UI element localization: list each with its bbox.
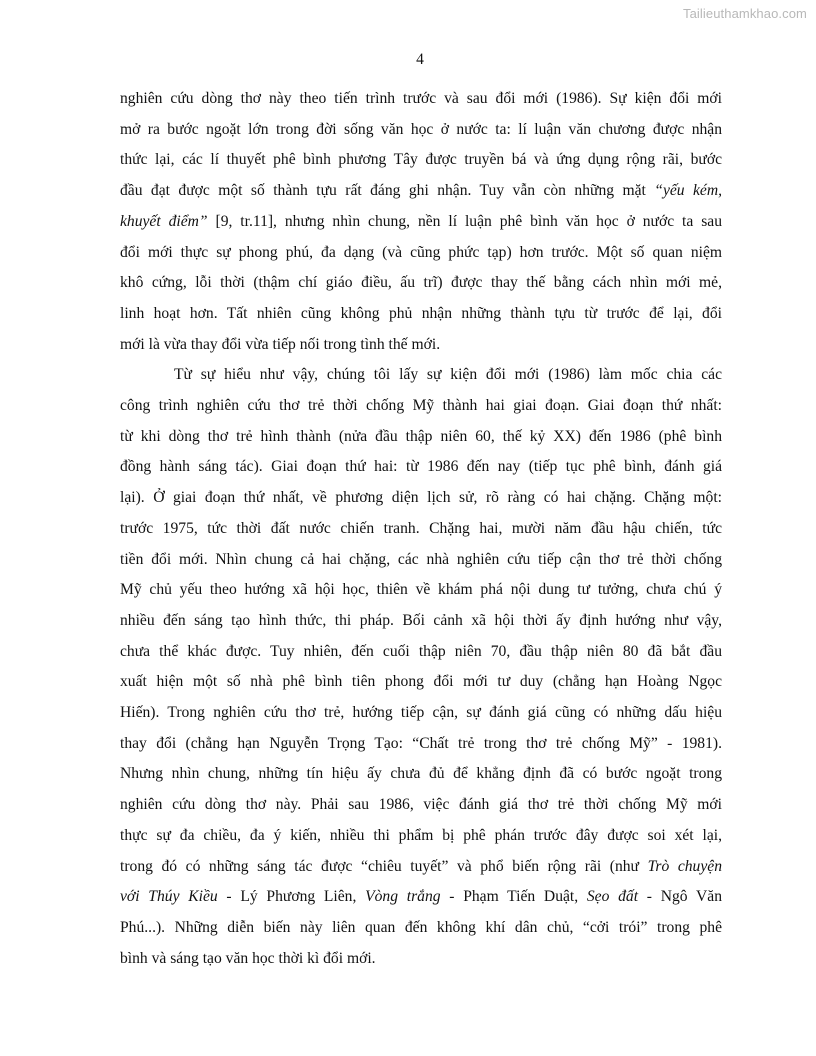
text-line (120, 821, 722, 852)
text-run: đổi mới thực sự phong phú, đa dạng (và cũng phức tạp) hơn trước. Một số quan niệm (120, 243, 722, 261)
text-line (120, 176, 722, 207)
text-run: đầu đạt được một số thành tựu rất đáng ghi nhận. Tuy vẫn còn những mặt (120, 182, 655, 200)
text-run: từ khi dòng thơ trẻ hình thành (nửa đầu thập niên 60, thế kỷ XX) đến 1986 (phê bình (120, 427, 722, 445)
text-run: thức lại, các lí thuyết phê bình phương Tây được truyền bá và ứng dụng rộng rãi, bước (120, 151, 722, 169)
text-line (120, 268, 722, 299)
page-number: 4 (416, 51, 424, 68)
text-run: tiền đổi mới. Nhìn chung cả hai chặng, các nhà nghiên cứu tiếp cận thơ trẻ thời chống (120, 550, 722, 568)
text-line (120, 545, 722, 576)
text-line (120, 391, 722, 422)
text-run: Mỹ chủ yếu theo hướng xã hội học, thiên về khám phá nội dung tư tưởng, chưa chú ý (120, 581, 722, 599)
text-line (120, 299, 722, 330)
text-run: mới là vừa thay đổi vừa tiếp nối trong tình thế mới. (120, 335, 441, 353)
text-line (120, 115, 722, 146)
watermark: Tailieuthamkhao.com (682, 6, 807, 21)
text-line (120, 637, 722, 668)
text-line (120, 514, 722, 545)
text-run: thực sự đa chiều, đa ý kiến, nhiều thi phẩm bị phê phán trước đây được soi xét lại, (120, 826, 722, 844)
text-run: [9, tr.11], nhưng nhìn chung, nền lí luận phê bình văn học ở nước ta sau (207, 212, 722, 230)
text-line (120, 882, 722, 913)
text-line (120, 452, 722, 483)
text-run: - Lý Phương Liên, (217, 888, 366, 906)
italic-run: với Thúy Kiều (120, 888, 218, 906)
text-line (120, 913, 722, 944)
text-run: thay đổi (chẳng hạn Nguyễn Trọng Tạo: “Chất trẻ trong thơ trẻ chống Mỹ” - 1981). (120, 734, 722, 752)
text-run: công trình nghiên cứu thơ trẻ thời chống Mỹ thành hai giai đoạn. Giai đoạn thứ nhất: (120, 397, 722, 415)
italic-run: khuyết điểm” (120, 212, 208, 230)
text-line (120, 330, 722, 361)
text-line (120, 84, 722, 115)
text-run: bình và sáng tạo văn học thời kì đổi mới. (120, 949, 376, 967)
paragraph (120, 84, 722, 360)
italic-run: Trò chuyện (647, 857, 722, 875)
text-line (120, 360, 722, 391)
text-run: trước 1975, tức thời đất nước chiến tranh. Chặng hai, mười năm đầu hậu chiến, tức (120, 519, 722, 537)
text-line (120, 145, 722, 176)
text-run: linh hoạt hơn. Tất nhiên cũng không phủ nhận những thành tựu từ trước để lại, đổi (120, 304, 722, 322)
text-line (120, 698, 722, 729)
text-line (120, 238, 722, 269)
text-run: - Ngô Văn (638, 888, 723, 906)
text-line (120, 575, 722, 606)
text-run: chưa thể khác được. Tuy nhiên, đến cuối thập niên 70, đầu thập niên 80 đã bắt đầu (120, 642, 722, 660)
text-line (120, 422, 722, 453)
text-line (120, 729, 722, 760)
text-line (120, 759, 722, 790)
text-run: mở ra bước ngoặt lớn trong đời sống văn học ở nước ta: lí luận văn chương được nhận (120, 120, 722, 138)
text-run: - Phạm Tiến Duật, (440, 888, 587, 906)
text-run: trong đó có những sáng tác được “chiêu tuyết” và phổ biến rộng rãi (như (120, 857, 648, 875)
text-run: nhiều đến sáng tạo hình thức, thi pháp. Bối cảnh xã hội thời ấy định hướng như vậy, (120, 611, 722, 629)
body-text (120, 84, 722, 974)
text-run: nghiên cứu dòng thơ này theo tiến trình trước và sau đổi mới (1986). Sự kiện đổi mới (120, 90, 722, 107)
paragraph (120, 360, 722, 974)
italic-run: Vòng trắng (365, 888, 441, 906)
text-run: Phú...). Những diễn biến này liên quan đến không khí dân chủ, “cởi trói” trong phê (120, 918, 722, 936)
text-run: lại). Ở giai đoạn thứ nhất, về phương diện lịch sử, rõ ràng có hai chặng. Chặng một: (120, 489, 722, 507)
text-run: Từ sự hiểu như vậy, chúng tôi lấy sự kiện đổi mới (1986) làm mốc chia các (174, 366, 722, 384)
text-run: khô cứng, lỗi thời (thậm chí giáo điều, ấu trĩ) được thay thế bằng cách nhìn mới mẻ, (120, 274, 722, 292)
text-run: xuất hiện một số nhà phê bình tiên phong đổi mới tư duy (chẳng hạn Hoàng Ngọc (120, 673, 722, 691)
italic-run: “yếu kém, (654, 182, 722, 200)
text-run: nghiên cứu dòng thơ này. Phải sau 1986, việc đánh giá thơ trẻ thời chống Mỹ mới (120, 796, 722, 814)
text-line (120, 790, 722, 821)
text-line (120, 606, 722, 637)
text-line (120, 944, 722, 975)
text-line (120, 667, 722, 698)
text-line (120, 852, 722, 883)
italic-run: Sẹo đất (586, 888, 639, 906)
text-run: Nhưng nhìn chung, những tín hiệu ấy chưa đủ để khẳng định đã có bước ngoặt trong (120, 765, 722, 783)
text-run: đồng hành sáng tác). Giai đoạn thứ hai: từ 1986 đến nay (tiếp tục phê bình, đánh giá (120, 458, 722, 476)
text-run: Hiến). Trong nghiên cứu thơ trẻ, hướng tiếp cận, sự đánh giá cũng có những dấu hiệu (120, 704, 722, 722)
text-line (120, 483, 722, 514)
text-line (120, 207, 722, 238)
